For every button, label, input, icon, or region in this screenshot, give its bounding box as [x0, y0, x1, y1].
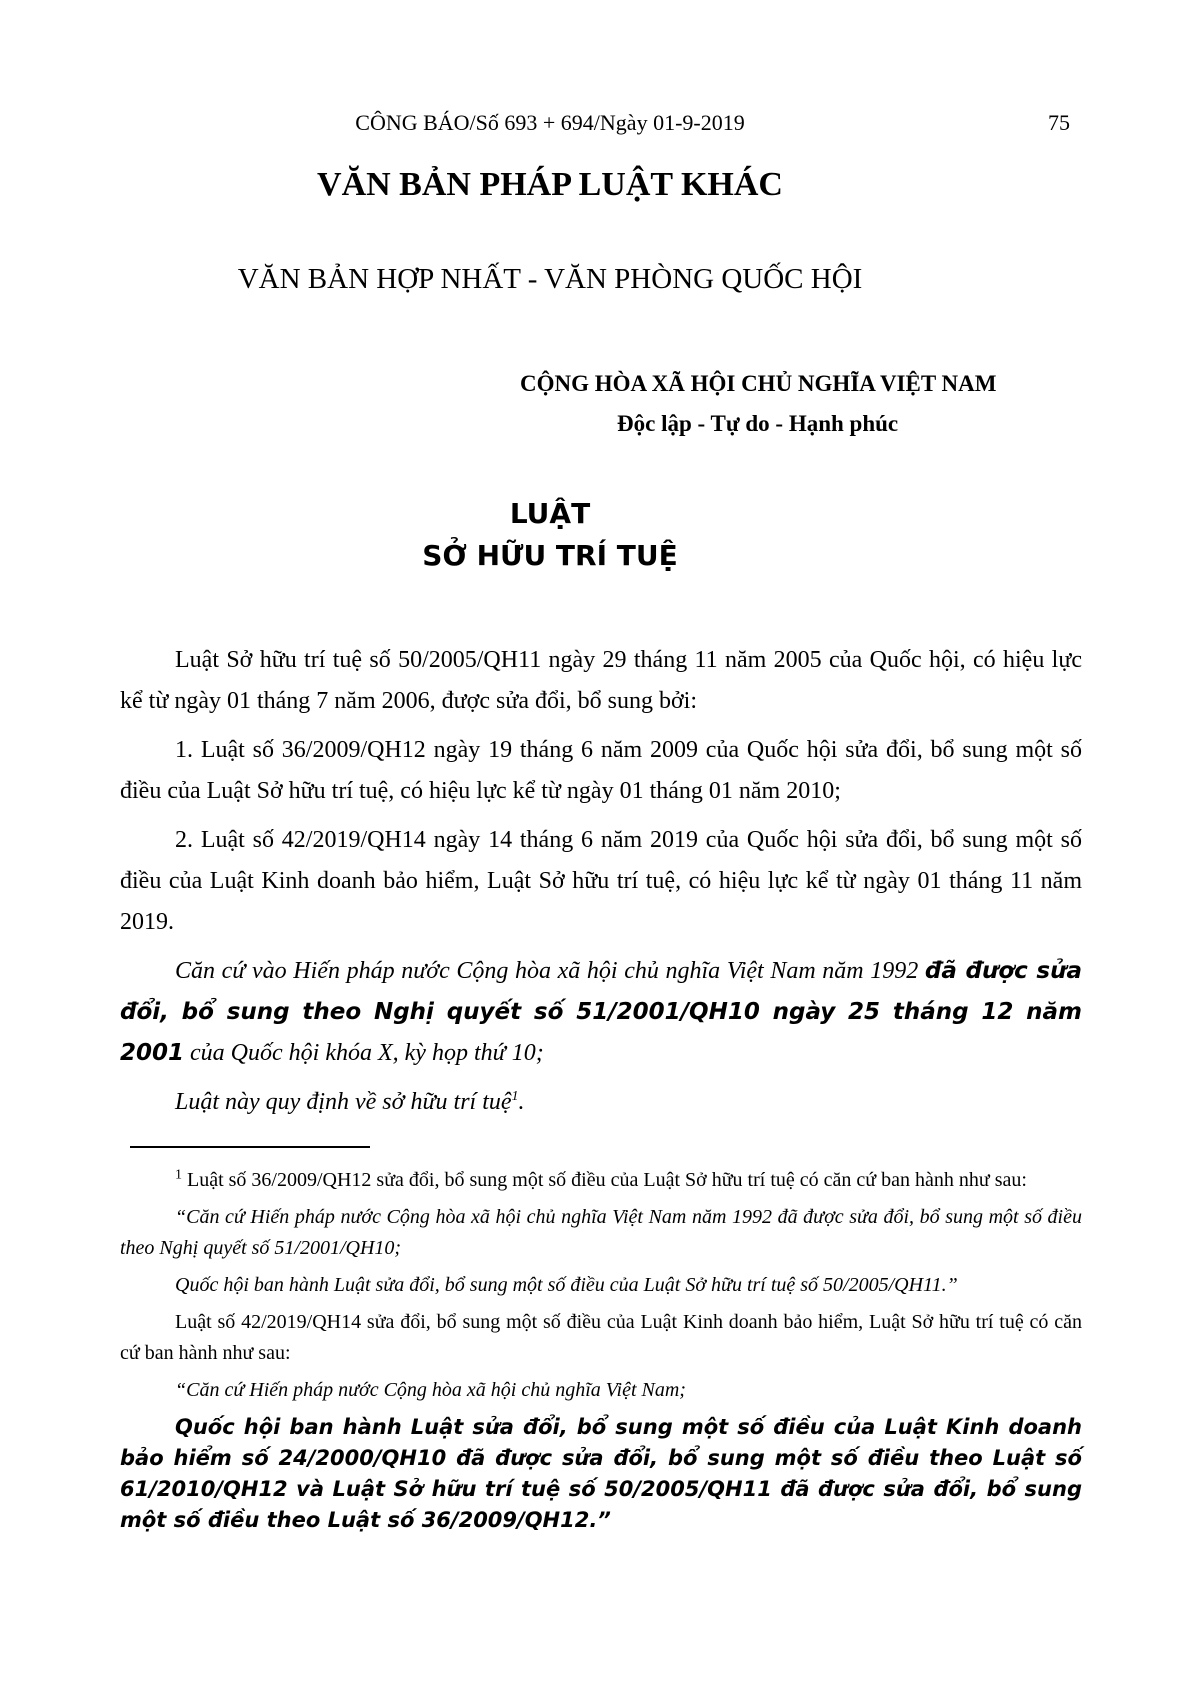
legal-basis-paragraph: [120, 951, 1082, 1074]
footnote-1: [120, 1165, 1082, 1196]
amendment-item-1: 1. Luật số 36/2009/QH12 ngày 19 tháng 6 năm 2009 của Quốc hội sửa đổi, bổ sung một số điều của Luật Sở hữu trí tuệ, có hiệu lực kể từ ngày 01 tháng 01 năm 2010;: [120, 737, 1082, 804]
footnote-mark: 1: [175, 1167, 182, 1183]
scope-end: .: [518, 1089, 525, 1115]
legal-basis-part3: của Quốc hội khóa X, kỳ họp thứ 10;: [184, 1040, 544, 1066]
national-motto: Độc lập - Tự do - Hạnh phúc: [617, 411, 899, 436]
national-name: CỘNG HÒA XÃ HỘI CHỦ NGHĨA VIỆT NAM: [520, 371, 997, 396]
law-title-line1: LUẬT: [509, 497, 591, 530]
footnotes: [120, 1165, 1082, 1536]
intro-paragraph: Luật Sở hữu trí tuệ số 50/2005/QH11 ngày 29 tháng 11 năm 2005 của Quốc hội, có hiệu lực kể từ ngày 01 tháng 7 năm 2006, được sửa đổi, bổ sung bởi:: [120, 647, 1082, 714]
footnote-1-text: Luật số 36/2009/QH12 sửa đổi, bổ sung một số điều của Luật Sở hữu trí tuệ có căn cứ ban hành như sau:: [182, 1169, 1027, 1191]
section-title: VĂN BẢN PHÁP LUẬT KHÁC: [317, 166, 783, 203]
footnote-2-quote-2: Quốc hội ban hành Luật sửa đổi, bổ sung một số điều của Luật Kinh doanh bảo hiểm số 24/2000/QH10 đã được sửa đổi, bổ sung một số điều theo Luật số 61/2010/QH12 và Luật Sở hữu trí tuệ số 50/2005/QH11 đã được sửa đổi, bổ sung một số điều theo Luật số 36/2009/QH12.”: [120, 1415, 1082, 1532]
footnote-2-quote-1: “Căn cứ Hiến pháp nước Cộng hòa xã hội chủ nghĩa Việt Nam;: [175, 1379, 686, 1401]
footnote-reference[interactable]: 1: [511, 1089, 519, 1104]
scope-text: Luật này quy định về sở hữu trí tuệ: [175, 1089, 512, 1115]
law-title-line2: SỞ HỮU TRÍ TUỆ: [422, 539, 678, 572]
page-header: [120, 102, 1070, 142]
gazette-title: CÔNG BÁO/Số 693 + 694/Ngày 01-9-2019: [355, 110, 745, 135]
legal-basis-part2: đã được sửa đổi, bổ sung theo Nghị quyết số 51/2001/QH10 ngày 25 tháng 12 năm 2001: [120, 958, 1083, 1066]
document-body: [120, 640, 1082, 1131]
footnote-1-quote-2: Quốc hội ban hành Luật sửa đổi, bổ sung một số điều của Luật Sở hữu trí tuệ số 50/2005/QH11.”: [175, 1274, 958, 1296]
law-title: [120, 493, 980, 577]
footnote-2-text: Luật số 42/2019/QH14 sửa đổi, bổ sung một số điều của Luật Kinh doanh bảo hiểm, Luật Sở hữu trí tuệ có căn cứ ban hành như sau:: [120, 1311, 1082, 1364]
footnote-divider: [130, 1146, 370, 1148]
legal-basis-part1: Căn cứ vào Hiến pháp nước Cộng hòa xã hội chủ nghĩa Việt Nam năm 1992: [175, 958, 925, 984]
footnote-1-quote-1: “Căn cứ Hiến pháp nước Cộng hòa xã hội chủ nghĩa Việt Nam năm 1992 đã được sửa đổi, bổ sung một số điều theo Nghị quyết số 51/2001/QH10;: [120, 1206, 1082, 1259]
page-number: 75: [1048, 110, 1070, 135]
scope-paragraph: [120, 1082, 1082, 1123]
amendment-item-2: 2. Luật số 42/2019/QH14 ngày 14 tháng 6 năm 2019 của Quốc hội sửa đổi, bổ sung một số điều của Luật Kinh doanh bảo hiểm, Luật Sở hữu trí tuệ, có hiệu lực kể từ ngày 01 tháng 11 năm 2019.: [120, 827, 1082, 935]
subsection-title: VĂN BẢN HỢP NHẤT - VĂN PHÒNG QUỐC HỘI: [237, 263, 863, 295]
